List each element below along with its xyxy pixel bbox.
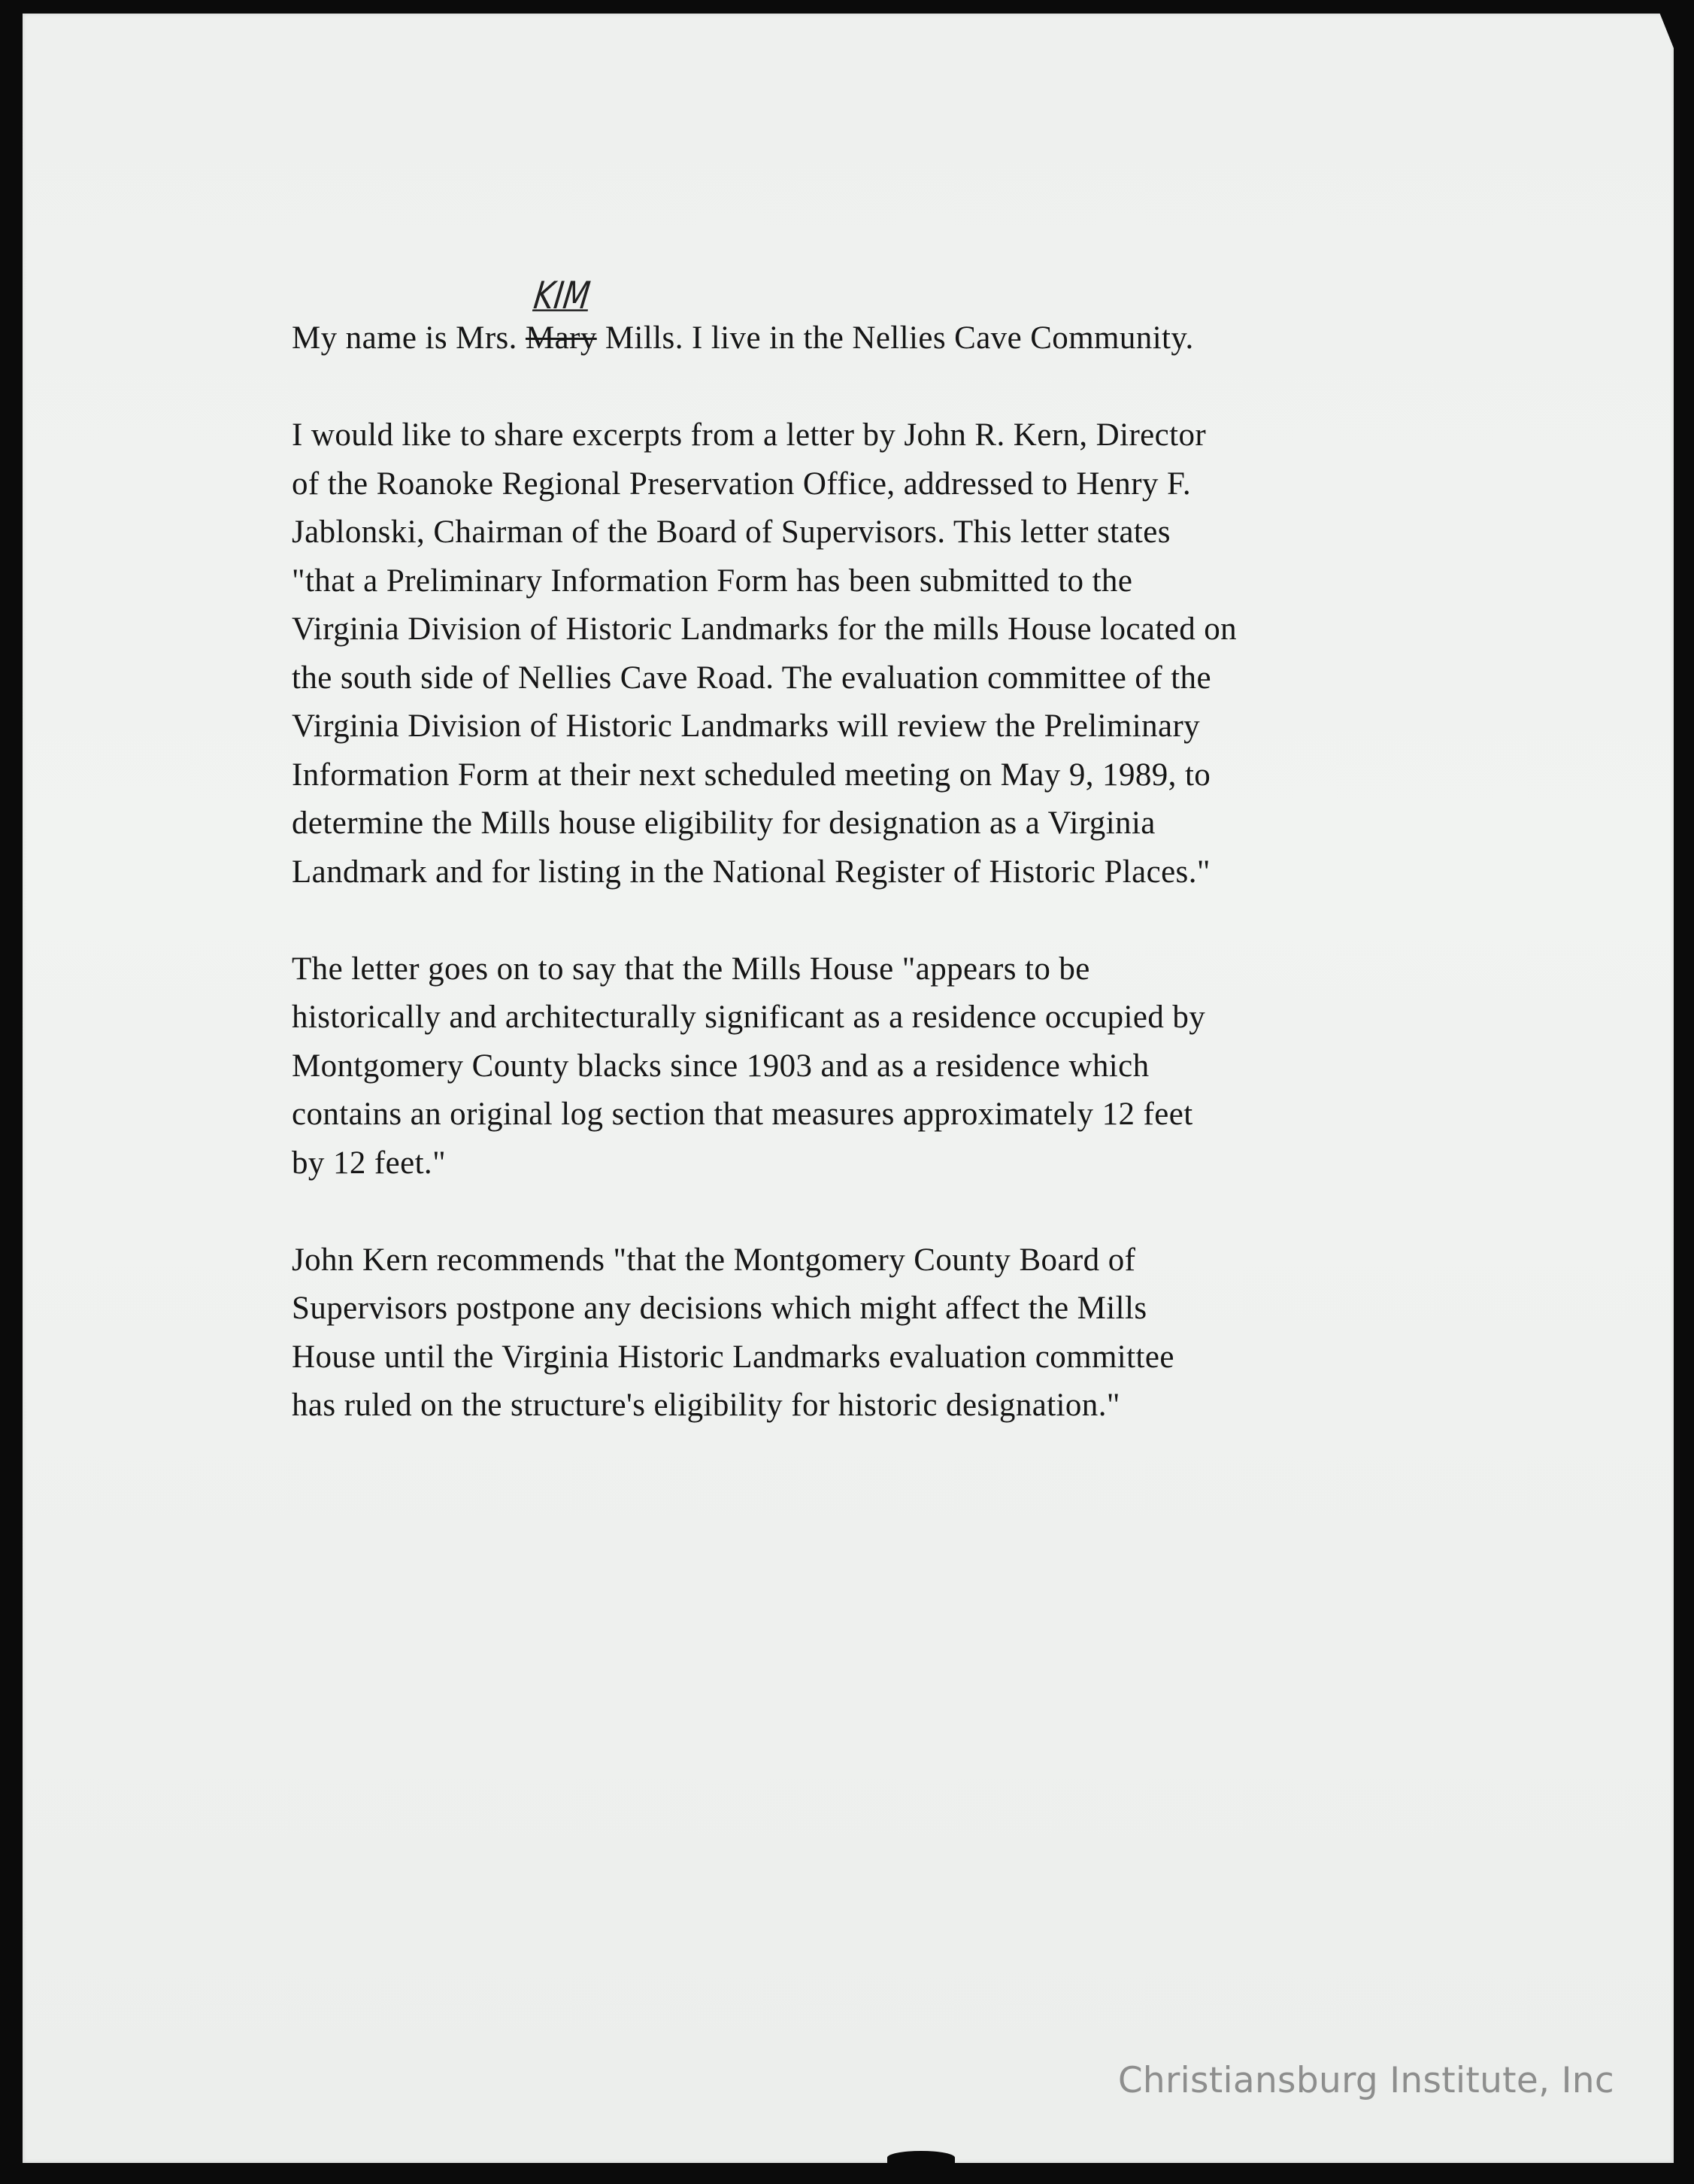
page-tear xyxy=(887,2151,955,2164)
paragraph-excerpt: I would like to share excerpts from a letter by John R. Kern, Director of the Roanoke Regional Preservation Office, addressed to Henry F. Jablonski, Chairman of the Board of Supervisors. This letter states "that a Preliminary Information Form has been submitted to the Virginia Division of Historic Landmarks for the mills House located on the south side of Nellies Cave Road. The evaluation committee of the Virginia Division of Historic Landmarks will review the Preliminary Information Form at their next scheduled meeting on May 9, 1989, to determine the Mills house eligibility for designation as a Virginia Landmark and for listing in the National Register of Historic Places." xyxy=(292,417,1238,890)
watermark: Christiansburg Institute, Inc xyxy=(1117,2060,1614,2101)
letter-body xyxy=(292,275,1465,1479)
document-page xyxy=(23,14,1674,2163)
paragraph-significance: The letter goes on to say that the Mills House "appears to be historically and architecturally significant as a residence occupied by Montgomery County blacks since 1903 and as a residence which contains an original log section that measures approximately 12 feet by 12 feet." xyxy=(292,951,1206,1181)
handwritten-correction: KIM xyxy=(531,275,593,318)
struck-name: Mary KIM xyxy=(526,314,597,363)
intro-before: My name is Mrs. xyxy=(292,320,526,356)
intro-paragraph xyxy=(292,275,1465,363)
paragraph-recommendation: John Kern recommends "that the Montgomery County Board of Supervisors postpone any decisions which might affect the Mills House until the Virginia Historic Landmarks evaluation committee has ruled on the structure's eligibility for historic designation." xyxy=(292,1242,1174,1423)
intro-after: Mills. I live in the Nellies Cave Community. xyxy=(596,320,1194,356)
